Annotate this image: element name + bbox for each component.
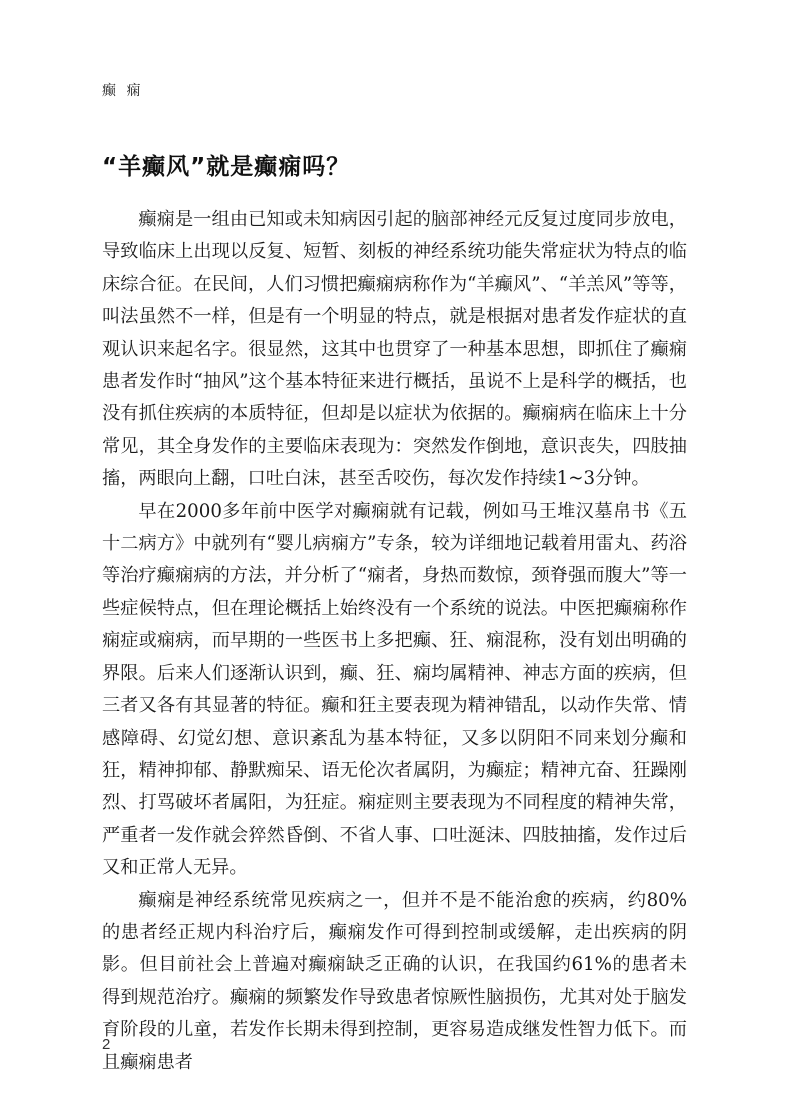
paragraph: 癫痫是神经系统常见疾病之一，但并不是不能治愈的疾病，约80%的患者经正规内科治疗后，癫痫发作可得到控制或缓解，走出疾病的阴影。但目前社会上普遍对癫痫缺乏正确的认识，在我国约61%的患者未得到规范治疗。癫痫的频繁发作导致患者惊厥性脑损伤，尤其对处于脑发育阶段的儿童，若发作长期未得到控制，更容易造成继发性智力低下。而且癫痫患者 (102, 889, 687, 1073)
section-title: “羊癫风”就是癫痫吗？ (102, 154, 351, 180)
paragraph: 癫痫是一组由已知或未知病因引起的脑部神经元反复过度同步放电，导致临床上出现以反复、短暂、刻板的神经系统功能失常症状为特点的临床综合征。在民间，人们习惯把癫痫病称作为“羊癫风”、“羊羔风”等等，叫法虽然不一样，但是有一个明显的特点，就是根据对患者发作症状的直观认识来起名字。很显然，这其中也贯穿了一种基本思想，即抓住了癫痫患者发作时“抽风”这个基本特征来进行概括，虽说不上是科学的概括，也没有抓住疾病的本质特征，但却是以症状为依据的。癫痫病在临床上十分常见，其全身发作的主要临床表现为：突然发作倒地，意识丧失，四肢抽搐，两眼向上翻，口吐白沫，甚至舌咬伤，每次发作持续1~3分钟。 (102, 209, 687, 490)
running-header: 癫 痫 (102, 83, 144, 99)
article-body (102, 204, 687, 1079)
page-number: 2 (102, 1036, 111, 1053)
paragraph: 早在2000多年前中医学对癫痫就有记载，例如马王堆汉墓帛书《五十二病方》中就列有“婴儿病痫方”专条，较为详细地记载着用雷丸、药浴等治疗癫痫病的方法，并分析了“痫者，身热而数惊，颈脊强而腹大”等一些症候特点，但在理论概括上始终没有一个系统的说法。中医把癫痫称作痫症或痫病，而早期的一些医书上多把癫、狂、痫混称，没有划出明确的界限。后来人们逐渐认识到，癫、狂、痫均属精神、神志方面的疾病，但三者又各有其显著的特征。癫和狂主要表现为精神错乱，以动作失常、情感障碍、幻觉幻想、意识紊乱为基本特征，又多以阴阳不同来划分癫和狂，精神抑郁、静默痴呆、语无伦次者属阴，为癫症；精神亢奋、狂躁刚烈、打骂破坏者属阳，为狂症。痫症则主要表现为不同程度的精神失常，严重者一发作就会猝然昏倒、不省人事、口吐涎沫、四肢抽搐，发作过后又和正常人无异。 (102, 500, 687, 879)
